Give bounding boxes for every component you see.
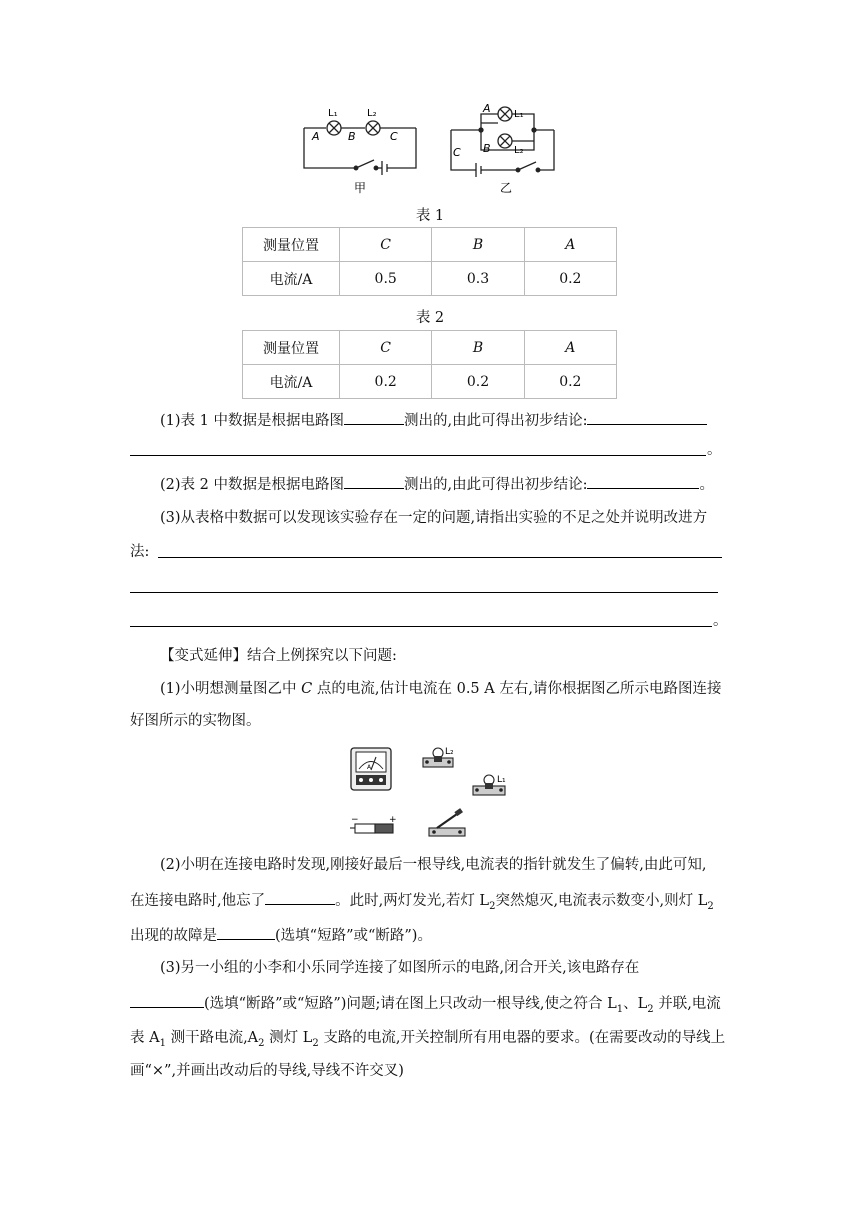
answer-line[interactable] — [130, 626, 712, 627]
answer-line[interactable] — [130, 592, 718, 593]
caption-yi: 乙 — [500, 181, 513, 195]
table-cell: 0.3 — [432, 262, 524, 296]
battery-icon — [350, 824, 393, 833]
table-cell: 0.2 — [432, 365, 524, 399]
table2-title: 表 2 — [415, 310, 445, 326]
battery-plus-label: + — [389, 815, 397, 825]
variant-1-line1: (1)小明想测量图乙中 C 点的电流,估计电流在 0.5 A 左右,请你根据图乙所示电路图连接 — [160, 681, 722, 697]
answer-blank[interactable] — [265, 890, 335, 905]
table1-title: 表 1 — [415, 208, 445, 224]
caption-jia: 甲 — [354, 181, 367, 195]
table-cell: B — [432, 228, 524, 262]
circuit-yi — [451, 107, 554, 177]
table-row — [243, 365, 617, 399]
variant-1-line2: 好图所示的实物图。 — [130, 713, 261, 729]
label-a-jia: A — [312, 130, 320, 143]
question-3-line2: 法: — [130, 544, 150, 560]
label-c-yi: C — [453, 146, 461, 159]
table-cell: 0.2 — [524, 262, 616, 296]
label-l2-yi: L₂ — [514, 145, 524, 156]
circuit-diagrams — [296, 100, 556, 200]
svg-text:A: A — [367, 764, 372, 771]
question-3-line1: (3)从表格中数据可以发现该实验存在一定的问题,请指出实验的不足之处并说明改进方 — [160, 510, 708, 526]
answer-blank[interactable] — [130, 993, 204, 1008]
table-cell: 测量位置 — [243, 228, 340, 262]
label-b-yi: B — [483, 142, 491, 155]
table-cell: 测量位置 — [243, 331, 340, 365]
answer-blank[interactable] — [587, 474, 699, 489]
variant-3-line1: (3)另一小组的小李和小乐同学连接了如图所示的电路,闭合开关,该电路存在 — [160, 960, 640, 976]
question-1: (1)表 1 中数据是根据电路图 测出的,由此可得出初步结论: — [160, 410, 707, 431]
question-2: (2)表 2 中数据是根据电路图 测出的,由此可得出初步结论: 。 — [160, 474, 714, 495]
label-l2-jia: L₂ — [367, 108, 377, 119]
label-a-yi: A — [483, 102, 491, 115]
table-cell: 0.5 — [340, 262, 432, 296]
variant-2-line1: (2)小明在连接电路时发现,刚接好最后一根导线,电流表的指针就发生了偏转,由此可知, — [160, 857, 707, 873]
variant-heading: 【变式延伸】结合上例探究以下问题: — [160, 648, 397, 664]
table-cell: C — [340, 228, 432, 262]
table-cell: 电流/A — [243, 365, 340, 399]
variant-2-line3: 出现的故障是 (选填“短路”或“断路”)。 — [130, 925, 432, 946]
label-l1-apparatus: L₁ — [497, 775, 506, 785]
answer-line[interactable] — [158, 557, 722, 558]
table1 — [242, 227, 617, 296]
ammeter-icon — [351, 748, 391, 790]
table-row — [243, 228, 617, 262]
label-l1-yi: L₁ — [514, 109, 524, 120]
answer-blank[interactable] — [344, 410, 404, 425]
table-cell: B — [432, 331, 524, 365]
variant-2-line2: 在连接电路时,他忘了 。此时,两灯发光,若灯 $L_2$突然熄灭,电流表示数变小,则灯 $L_2$ — [130, 890, 714, 917]
battery-minus-label: − — [351, 815, 359, 825]
period: 。 — [707, 442, 722, 458]
table-cell: A — [524, 228, 616, 262]
table2 — [242, 330, 617, 399]
variant-3-line3: 表 $A_1$ 测干路电流$,A_2$ 测灯 $L_2$ 支路的电流,开关控制所有用电器的要求。(在需要改动的导线上 — [130, 1030, 726, 1049]
table-cell: 0.2 — [340, 365, 432, 399]
table-cell: 电流/A — [243, 262, 340, 296]
label-c-jia: C — [390, 130, 398, 143]
answer-line[interactable] — [130, 455, 706, 456]
table-cell: A — [524, 331, 616, 365]
answer-blank[interactable] — [344, 474, 404, 489]
label-b-jia: B — [348, 130, 356, 143]
switch-icon — [429, 808, 465, 836]
apparatus-figure — [345, 742, 515, 842]
variant-3-line2: (选填“断路”或“短路”)问题;请在图上只改动一根导线,使之符合 $L_1$、$L_2$ 并联,电流 — [130, 993, 721, 1020]
label-l1-jia: L₁ — [328, 108, 338, 119]
table-row — [243, 331, 617, 365]
variant-3-line4: 画“×”,并画出改动后的导线,导线不许交叉) — [130, 1063, 404, 1079]
period: 。 — [713, 613, 728, 629]
table-cell: 0.2 — [524, 365, 616, 399]
table-cell: C — [340, 331, 432, 365]
table-row — [243, 262, 617, 296]
answer-blank[interactable] — [217, 925, 275, 940]
answer-blank[interactable] — [587, 410, 707, 425]
label-l2-apparatus: L₂ — [445, 747, 454, 757]
circuit-jia — [304, 121, 416, 175]
